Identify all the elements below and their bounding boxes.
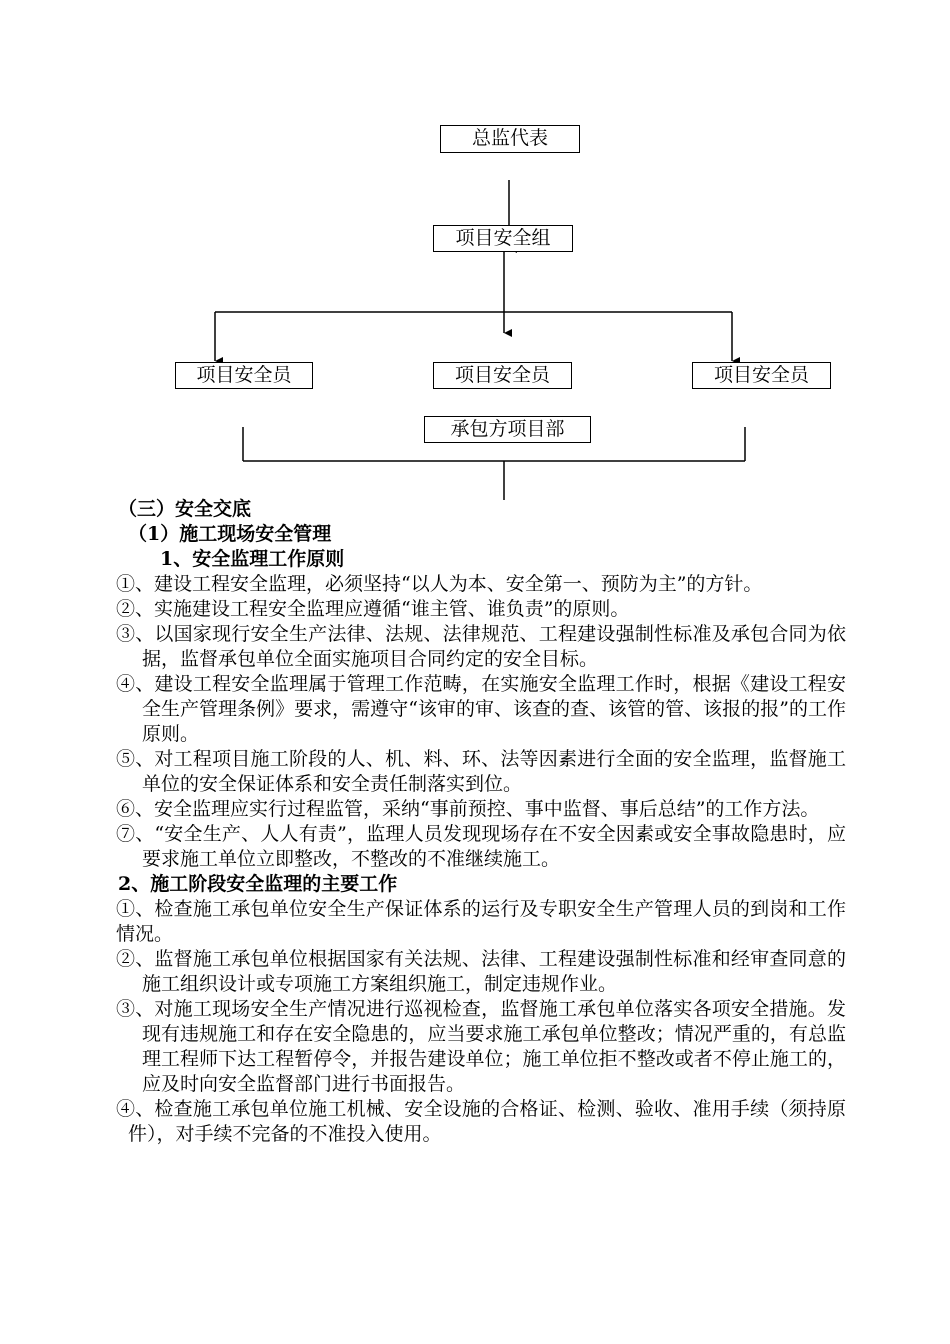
part1-item-1: ①、建设工程安全监理，必须坚持“以人为本、安全第一、预防为主”的方针。 [116,573,763,595]
part1-item-7: ⑦、“安全生产、人人有责”，监理人员发现现场存在不安全因素或安全事故隐患时，应要求施工单位立即整改，不整改的不准继续施工。 [116,823,846,870]
org-box-member-center: 项目安全员 [433,362,572,389]
part1-item-6: ⑥、安全监理应实行过程监管，采纳“事前预控、事中监督、事后总结”的工作方法。 [116,798,820,820]
section-heading: （三）安全交底 [118,498,252,520]
org-box-middle: 项目安全组 [433,225,573,252]
part2-title: 2、施工阶段安全监理的主要工作 [118,873,398,895]
part2-item-3: ③、对施工现场安全生产情况进行巡视检查，监督施工承包单位落实各项安全措施。发现有违规施工和存在安全隐患的，应当要求施工承包单位整改；情况严重的，有总监理工程师下达工程暂停令，并报告建设单位；施工单位拒不整改或者不停止施工的，应及时向安全监督部门进行书面报告。 [116,998,846,1095]
org-box-member-left: 项目安全员 [175,362,313,389]
document-body [116,497,846,1147]
part1-item-2: ②、实施建设工程安全监理应遵循“谁主管、谁负责”的原则。 [116,598,630,620]
part1-item-3: ③、以国家现行安全生产法律、法规、法律规范、工程建设强制性标准及承包合同为依据，监督承包单位全面实施项目合同约定的安全目标。 [116,623,846,670]
part1-title: 1、安全监理工作原则 [160,548,345,570]
part2-item-2: ②、监督施工承包单位根据国家有关法规、法律、工程建设强制性标准和经审查同意的施工组织设计或专项施工方案组织施工，制定违规作业。 [116,948,846,995]
org-box-contractor: 承包方项目部 [424,416,591,443]
org-box-member-right: 项目安全员 [692,362,831,389]
part1-item-5: ⑤、对工程项目施工阶段的人、机、料、环、法等因素进行全面的安全监理，监督施工单位的安全保证体系和安全责任制落实到位。 [116,748,846,795]
part1-item-4: ④、建设工程安全监理属于管理工作范畴，在实施安全监理工作时，根据《建设工程安全生产管理条例》要求，需遵守“该审的审、该查的查、该管的管、该报的报”的工作原则。 [116,673,846,745]
part2-item-1: ①、检查施工承包单位安全生产保证体系的运行及专职安全生产管理人员的到岗和工作情况。 [116,898,846,945]
part2-item-4: ④、检查施工承包单位施工机械、安全设施的合格证、检测、验收、准用手续（须持原件），对手续不完备的不准投入使用。 [116,1098,846,1145]
section-subheading: （1）施工现场安全管理 [128,523,332,545]
org-box-top: 总监代表 [440,125,580,153]
